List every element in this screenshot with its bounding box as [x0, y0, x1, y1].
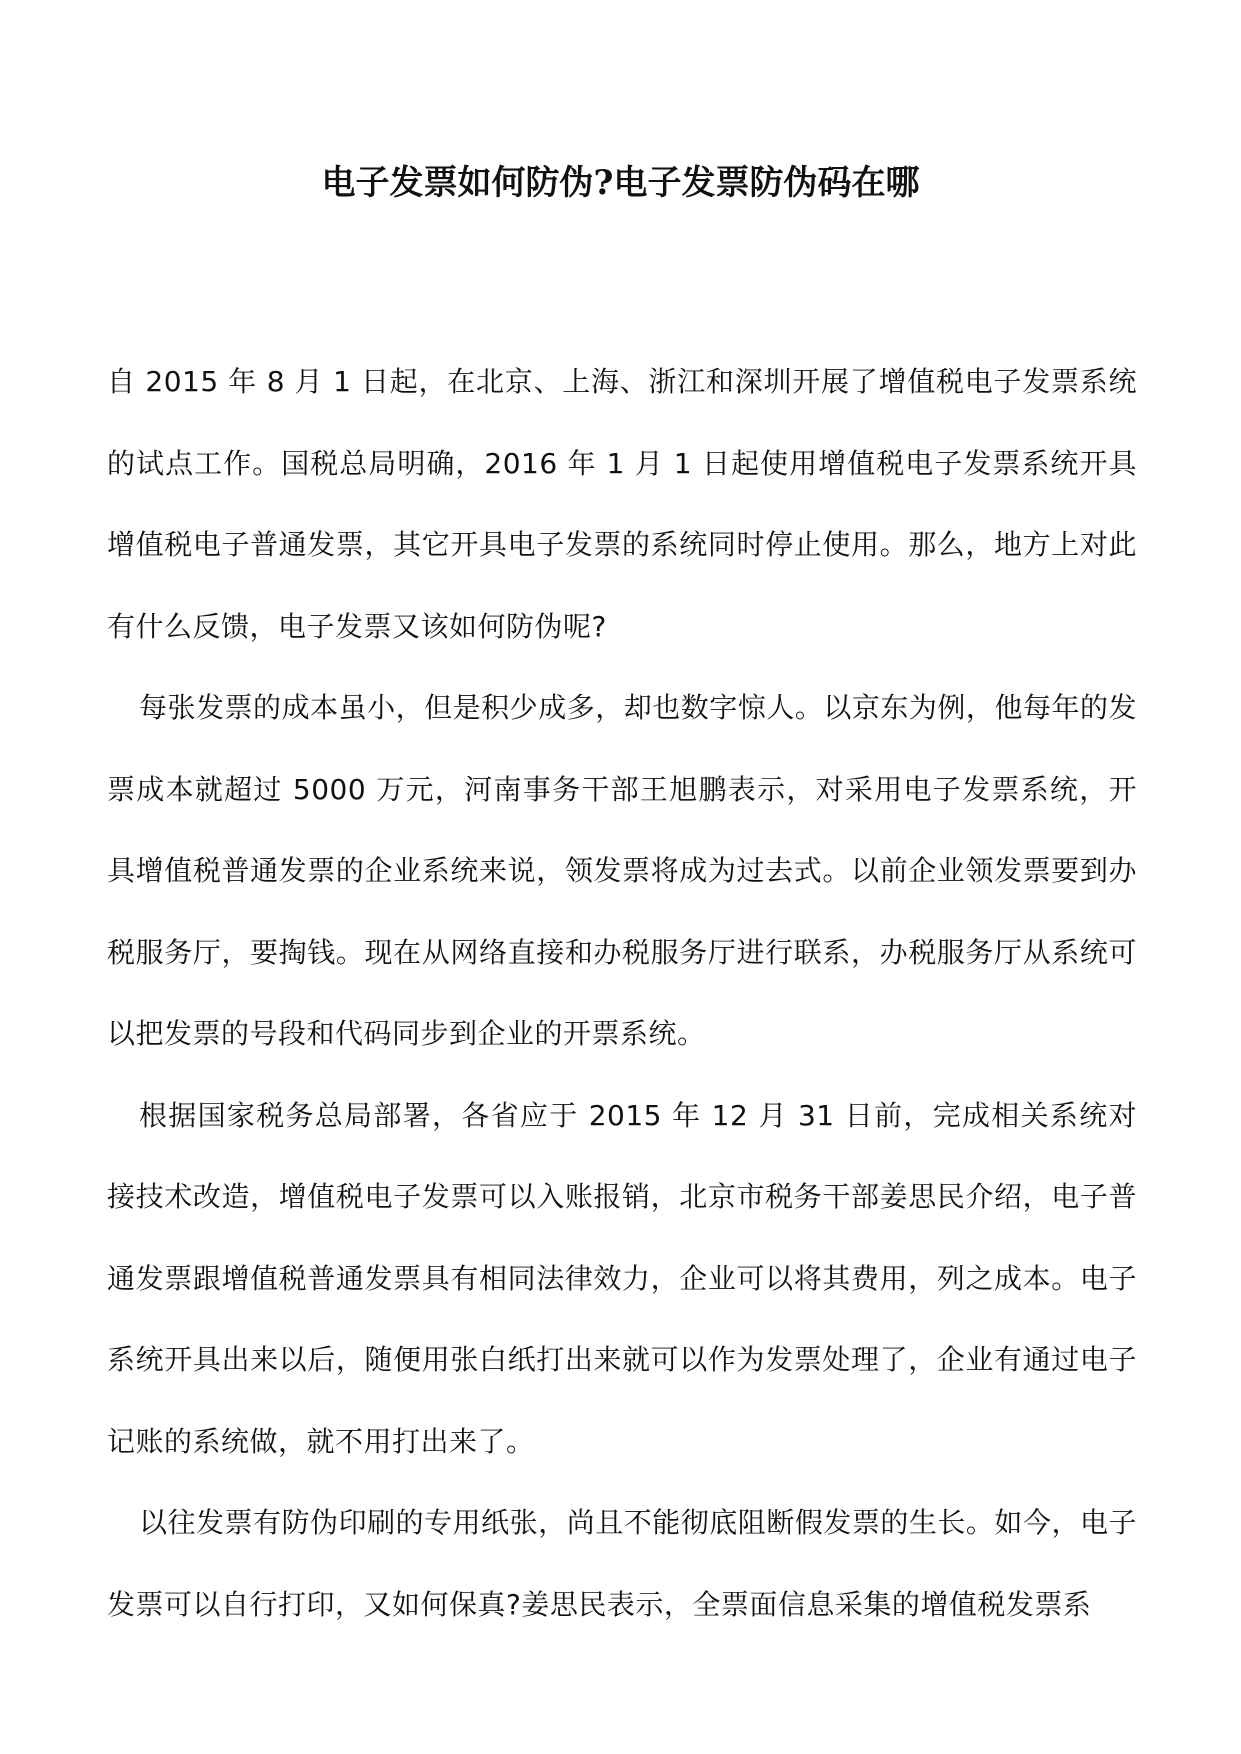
paragraph-3: 根据国家税务总局部署，各省应于 2015 年 12 月 31 日前，完成相关系统对接技术改造，增值税电子发票可以入账报销，北京市税务干部姜思民介绍，电子普通发票跟增值税普通发票具有相同法律效力，企业可以将其费用，列之成本。电子系统开具出来以后，随便用张白纸打出来就可以作为发票处理了，企业有通过电子记账的系统做，就不用打出来了。: [107, 1098, 1137, 1458]
document-body: [107, 341, 1137, 1645]
document-title: 电子发票如何防伪?电子发票防伪码在哪: [321, 163, 920, 203]
paragraph-4: 以往发票有防伪印刷的专用纸张，尚且不能彻底阻断假发票的生长。如今，电子发票可以自行打印，又如何保真?姜思民表示，全票面信息采集的增值税发票系: [107, 1506, 1137, 1621]
paragraph-1: 自 2015 年 8 月 1 日起，在北京、上海、浙江和深圳开展了增值税电子发票系统的试点工作。国税总局明确，2016 年 1 月 1 日起使用增值税电子发票系统开具增值税电子普通发票，其它开具电子发票的系统同时停止使用。那么，地方上对此有什么反馈，电子发票又该如何防伪呢?: [107, 365, 1137, 643]
paragraph-2: 每张发票的成本虽小，但是积少成多，却也数字惊人。以京东为例，他每年的发票成本就超过 5000 万元，河南事务干部王旭鹏表示，对采用电子发票系统，开具增值税普通发票的企业系统来说，领发票将成为过去式。以前企业领发票要到办税服务厅，要掏钱。现在从网络直接和办税服务厅进行联系，办税服务厅从系统可以把发票的号段和代码同步到企业的开票系统。: [107, 691, 1137, 1050]
